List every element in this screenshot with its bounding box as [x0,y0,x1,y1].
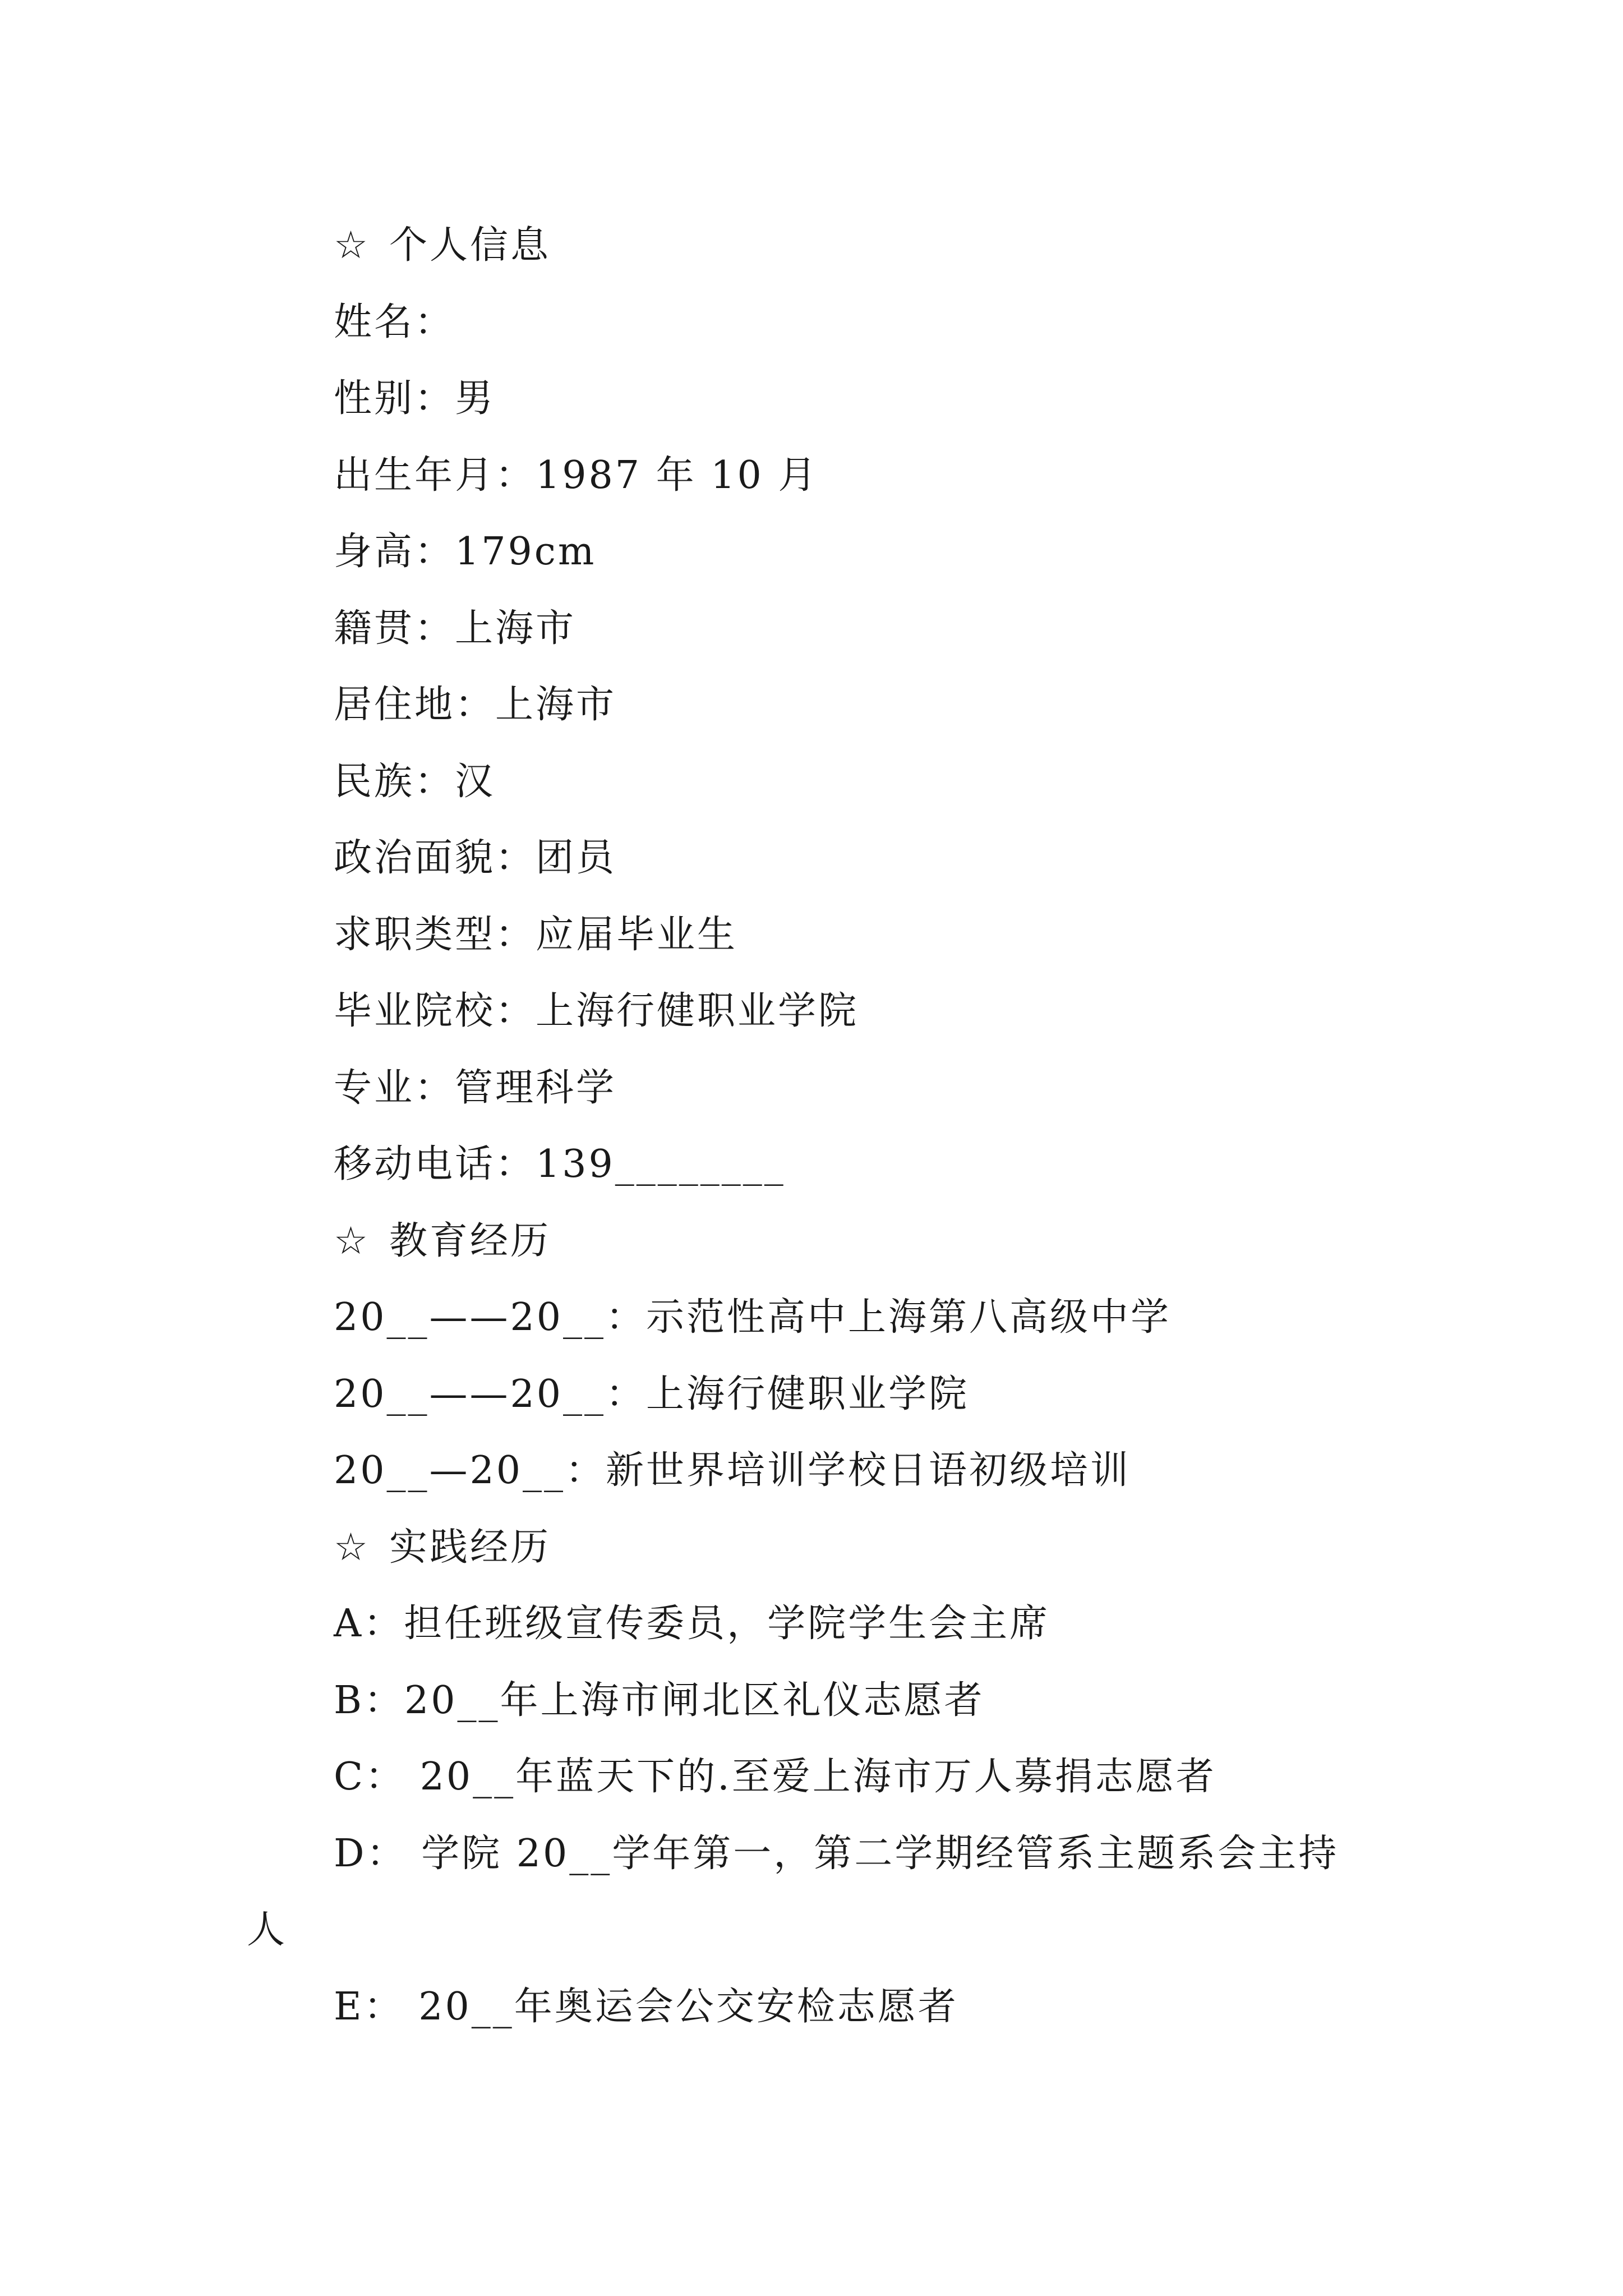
practice-item-continuation: 人 [247,1908,288,1952]
section-heading-practice [334,1510,1399,1586]
field-height: 身高：179cm [334,530,597,574]
practice-item: C： 20__年蓝天下的.至爱上海市万人募捐志愿者 [334,1755,1216,1799]
field-residence: 居住地：上海市 [334,683,617,727]
field-major: 专业：管理科学 [334,1065,617,1110]
section-heading-education [334,1203,1399,1280]
field-gender: 性别：男 [334,376,496,421]
field-native-place: 籍贯：上海市 [334,606,577,651]
practice-item: E： 20__年奥运会公交安检志愿者 [334,1984,958,2029]
resume-content [247,208,1399,2045]
field-name: 姓名： [334,300,455,344]
section-heading-personal-info [334,208,1399,284]
education-item: 20__——20__：示范性高中上海第八高级中学 [334,1295,1172,1340]
star-icon: ☆ [334,1218,370,1263]
education-item: 20__—20__：新世界培训学校日语初级培训 [334,1448,1131,1493]
star-icon: ☆ [334,1525,370,1570]
practice-item: D： 学院 20__学年第一，第二学期经管系主题系会主持 [334,1831,1339,1876]
field-birth-date: 出生年月：1987 年 10 月 [334,453,819,498]
practice-item: A：担任班级宣传委员，学院学生会主席 [334,1602,1050,1646]
star-icon: ☆ [334,223,370,268]
education-item: 20__——20__：上海行健职业学院 [334,1372,970,1416]
field-job-type: 求职类型：应届毕业生 [334,912,738,957]
section-title: 实践经历 [389,1525,551,1570]
section-title: 个人信息 [389,223,551,268]
field-mobile-phone: 移动电话：139________ [334,1142,786,1186]
field-ethnicity: 民族：汉 [334,759,496,804]
section-title: 教育经历 [389,1218,551,1263]
practice-item: B：20__年上海市闸北区礼仪志愿者 [334,1678,985,1723]
field-school: 毕业院校：上海行健职业学院 [334,989,859,1033]
field-political-status: 政治面貌：团员 [334,836,617,880]
